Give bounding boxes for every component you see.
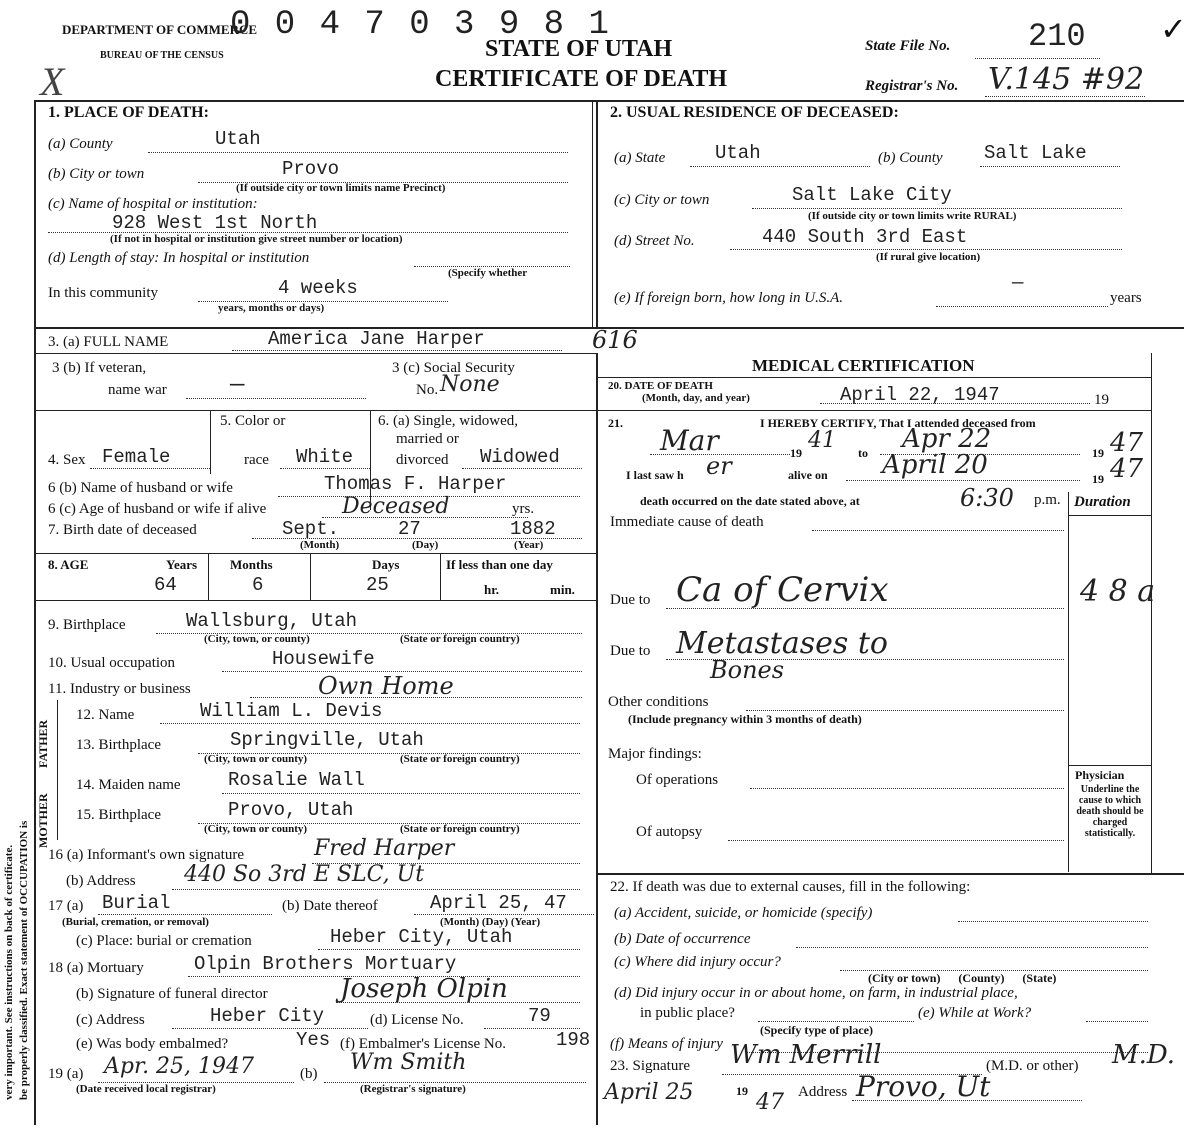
foreign-years: years [1110, 290, 1142, 306]
city-value: Provo [282, 158, 340, 180]
side-text-2: be properly classified. Exact statement of OCCUPATION is [18, 820, 30, 1100]
attended-from: Mar [660, 424, 719, 457]
burial-place-label: (c) Place: burial or cremation [76, 933, 252, 949]
community-note: years, months or days) [218, 302, 325, 314]
age-label: 8. AGE [48, 557, 89, 572]
marital-label-2: married or [396, 431, 459, 447]
res-street-note: (If rural give location) [876, 251, 981, 263]
hospital-note: (If not in hospital or institution give street number or location) [110, 233, 403, 245]
veteran-value: — [230, 372, 245, 399]
bureau: BUREAU OF THE CENSUS [100, 50, 224, 61]
registrar-no: V.145 #92 [988, 62, 1145, 97]
mortuary-address: Heber City [210, 1005, 325, 1027]
min-label: min. [550, 582, 575, 597]
nineteen-4: 19 [736, 1084, 748, 1098]
received-date: Apr. 25, 1947 [104, 1054, 255, 1079]
physician-signature: Wm Merrill [730, 1040, 882, 1070]
dod-suffix: 19 [1094, 392, 1109, 408]
autopsy-label: Of autopsy [636, 824, 703, 840]
duration-label: Duration [1074, 494, 1131, 510]
res-city-value: Salt Lake City [792, 184, 952, 206]
signature-date: April 25 [604, 1080, 694, 1105]
due-to-2b: Bones [710, 656, 785, 684]
res-city-note: (If outside city or town limits write RURAL) [808, 210, 1017, 222]
full-name-label: 3. (a) FULL NAME [48, 334, 169, 350]
less-label: If less than one day [446, 557, 553, 572]
industry-value: Own Home [318, 672, 454, 700]
registrar-label: Registrar's No. [865, 78, 959, 94]
work-label: (e) While at Work? [918, 1005, 1032, 1021]
mortuary-value: Olpin Brothers Mortuary [194, 953, 457, 975]
community-label: In this community [48, 285, 158, 301]
mother-bp-note-1: (City, town or county) [204, 823, 308, 835]
color-label: 5. Color or [220, 413, 286, 429]
husband-age-value: Deceased [342, 494, 450, 519]
birth-day: 27 [398, 518, 421, 540]
marital-value: Widowed [480, 446, 560, 468]
certificate-title: CERTIFICATE OF DEATH [435, 66, 728, 92]
full-name-value: America Jane Harper [268, 328, 485, 350]
mother-birthplace: Provo, Utah [228, 799, 354, 821]
marital-label: 6. (a) Single, widowed, [378, 413, 518, 429]
last-saw-date: April 20 [882, 450, 988, 480]
occurrence-label: (b) Date of occurrence [614, 931, 751, 947]
hospital-label: (c) Name of hospital or institution: [48, 196, 258, 212]
license-label: (d) License No. [370, 1012, 464, 1028]
husband-age-label: 6 (c) Age of husband or wife if alive [48, 501, 267, 517]
birth-year: 1882 [510, 518, 556, 540]
res-county-value: Salt Lake [984, 142, 1087, 164]
maiden-label: 14. Maiden name [76, 777, 181, 793]
res-state-value: Utah [715, 142, 761, 164]
serial-number: 0 0 4 7 0 3 9 8 1 [230, 6, 611, 44]
mother-maiden: Rosalie Wall [228, 769, 365, 791]
last-saw-suffix: er [706, 452, 732, 480]
birthplace-value: Wallsburg, Utah [186, 610, 358, 632]
informant-signature: Fred Harper [314, 836, 455, 861]
marital-label-3: divorced [396, 452, 449, 468]
name-mark: 616 [592, 326, 638, 354]
dod-value: April 22, 1947 [840, 384, 1000, 406]
res-street-value: 440 South 3rd East [762, 226, 968, 248]
attended-from-yr: 41 [808, 428, 836, 453]
stay-label: (d) Length of stay: In hospital or institution [48, 250, 310, 266]
death-time: 6:30 [960, 484, 1014, 512]
major-findings-label: Major findings: [608, 746, 702, 762]
embalmer-label: (f) Embalmer's License No. [340, 1036, 506, 1052]
hr-label: hr. [484, 582, 500, 597]
mortuary-label: 18 (a) Mortuary [48, 960, 144, 976]
attended-to-yr: 47 [1110, 428, 1144, 458]
signature-yr: 47 [756, 1090, 784, 1115]
bp-note-2: (State or foreign country) [400, 633, 520, 645]
mdy-note: (Month) (Day) (Year) [440, 916, 541, 928]
burial-label: 17 (a) [48, 898, 84, 914]
physician-address: Provo, Ut [856, 1070, 991, 1103]
corner-mark: X [40, 59, 65, 104]
duration-1: 4 8 a [1080, 574, 1156, 609]
dod-label: 20. DATE OF DEATH [608, 380, 713, 392]
registrar-sig-label: (b) [300, 1066, 318, 1082]
to-label: to [858, 446, 868, 460]
director-label: (b) Signature of funeral director [76, 986, 268, 1002]
burial-value: Burial [102, 892, 171, 914]
external-causes-label: 22. If death was due to external causes, fill in the following: [610, 879, 971, 895]
res-county-label: (b) County [878, 150, 943, 166]
physician-note: Underline the cause to which death should be charged statistically. [1076, 784, 1144, 839]
accident-label: (a) Accident, suicide, or homicide (specify) [614, 905, 873, 921]
address-label: Address [798, 1084, 848, 1100]
bp-note-1: (City, town, or county) [204, 633, 310, 645]
place-of-death-title: 1. PLACE OF DEATH: [48, 104, 209, 121]
industry-label: 11. Industry or business [48, 681, 191, 697]
sex-label: 4. Sex [48, 452, 86, 468]
embalmer-license: 198 [556, 1029, 591, 1051]
immediate-label: Immediate cause of death [610, 514, 764, 530]
day-label: (Day) [412, 539, 439, 551]
city-label: (b) City or town [48, 166, 145, 182]
last-saw-yr: 47 [1110, 454, 1144, 484]
city-note: (If outside city or town limits name Precinct) [236, 182, 446, 194]
father-name: William L. Devis [200, 700, 383, 722]
specify-note: (Specify whether [448, 267, 528, 279]
informant-address: 440 So 3rd E SLC, Ut [184, 862, 425, 887]
physician-title: Physician [1075, 768, 1125, 782]
residence-title: 2. USUAL RESIDENCE OF DECEASED: [610, 104, 899, 121]
operations-label: Of operations [636, 772, 719, 788]
other-note: (Include pregnancy within 3 months of death) [628, 712, 862, 726]
public-label: in public place? [640, 1005, 735, 1021]
burial-place: Heber City, Utah [330, 926, 513, 948]
date-thereof-label: (b) Date thereof [282, 898, 378, 914]
informant-label: 16 (a) Informant's own signature [48, 847, 244, 863]
state-file-no: 210 [1028, 18, 1086, 55]
community-value: 4 weeks [278, 277, 358, 299]
due-to-1: Ca of Cervix [676, 570, 889, 610]
received-note: (Date received local registrar) [76, 1083, 216, 1095]
sex-value: Female [102, 446, 171, 468]
husband-label: 6 (b) Name of husband or wife [48, 480, 233, 496]
veteran-label-2: name war [108, 382, 167, 398]
side-text-1: very important. See instructions on back of certificate. [3, 844, 15, 1100]
mother-label: MOTHER [36, 793, 50, 848]
state-file-label: State File No. [865, 38, 951, 54]
birth-label: 7. Birth date of deceased [48, 522, 197, 538]
attended-to: Apr 22 [902, 424, 992, 454]
medical-title: MEDICAL CERTIFICATION [752, 356, 975, 375]
md-label: (M.D. or other) [986, 1058, 1079, 1074]
occupation-label: 10. Usual occupation [48, 655, 176, 671]
mother-birthplace-label: 15. Birthplace [76, 807, 161, 823]
due-to-2: Metastases to [676, 626, 888, 661]
father-bp-note-2: (State or foreign country) [400, 753, 520, 765]
months-label: Months [230, 557, 273, 572]
foreign-value: — [1012, 272, 1024, 294]
year-label: (Year) [514, 539, 544, 551]
res-city-label: (c) City or town [614, 192, 710, 208]
where-label: (c) Where did injury occur? [614, 954, 781, 970]
nineteen-2: 19 [1092, 446, 1104, 460]
age-years: 64 [154, 574, 177, 596]
mortuary-address-label: (c) Address [76, 1012, 145, 1028]
alive-on-label: alive on [788, 468, 828, 482]
due-to-1-label: Due to [610, 592, 651, 608]
father-bp-note-1: (City, town or county) [204, 753, 308, 765]
county-label: (a) County [48, 136, 113, 152]
informant-address-label: (b) Address [66, 873, 136, 889]
mother-bp-note-2: (State or foreign country) [400, 823, 520, 835]
month-label: (Month) [300, 539, 340, 551]
years-label: Years [166, 557, 198, 572]
hospital-value: 928 West 1st North [112, 212, 318, 234]
state-title: STATE OF UTAH [485, 36, 673, 62]
embalmed-label: (e) Was body embalmed? [76, 1036, 229, 1052]
ssn-label: 3 (c) Social Security [392, 360, 515, 376]
husband-value: Thomas F. Harper [324, 473, 507, 495]
days-label: Days [372, 557, 400, 572]
age-days: 25 [366, 574, 389, 596]
ssn-value: None [440, 372, 500, 397]
registrar-sig-note: (Registrar's signature) [360, 1083, 466, 1095]
due-to-2-label: Due to [610, 643, 651, 659]
occupation-value: Housewife [272, 648, 375, 670]
home-label: (d) Did injury occur in or about home, on farm, in industrial place, [614, 985, 1018, 1001]
embalmed-value: Yes [296, 1029, 331, 1051]
dod-note: (Month, day, and year) [642, 392, 750, 404]
yrs-label: yrs. [512, 501, 535, 517]
public-note: (Specify type of place) [760, 1023, 873, 1037]
means-label: (f) Means of injury [610, 1036, 723, 1052]
nineteen-1: 19 [790, 446, 802, 460]
md-value: M.D. [1112, 1040, 1176, 1070]
director-signature: Joseph Olpin [340, 974, 508, 1004]
age-months: 6 [252, 574, 264, 596]
father-name-label: 12. Name [76, 707, 135, 723]
veteran-label: 3 (b) If veteran, [52, 360, 147, 376]
burial-note: (Burial, cremation, or removal) [62, 916, 209, 928]
registrar-signature: Wm Smith [350, 1050, 467, 1075]
birth-month: Sept. [282, 518, 340, 540]
nineteen-3: 19 [1092, 472, 1104, 486]
department: DEPARTMENT OF COMMERCE [62, 22, 258, 37]
county-value: Utah [215, 128, 261, 150]
certify-text: I HEREBY CERTIFY, That I attended deceased from [760, 416, 1036, 430]
burial-date: April 25, 47 [430, 892, 567, 914]
pm-label: p.m. [1034, 492, 1061, 508]
father-birthplace: Springville, Utah [230, 729, 424, 751]
race-label: race [244, 452, 269, 468]
ssn-label-2: No. [416, 382, 439, 398]
res-state-label: (a) State [614, 150, 666, 166]
where-note: (City or town) (County) (State) [868, 971, 1057, 985]
death-occurred-label: death occurred on the date stated above, at [640, 494, 860, 508]
father-birthplace-label: 13. Birthplace [76, 737, 161, 753]
last-saw-label: I last saw h [626, 468, 684, 482]
other-conditions-label: Other conditions [608, 694, 709, 710]
signature-label: 23. Signature [610, 1058, 690, 1074]
birthplace-label: 9. Birthplace [48, 617, 126, 633]
check-mark: ✓ [1160, 11, 1187, 47]
received-label: 19 (a) [48, 1066, 84, 1082]
cert-num: 21. [608, 416, 623, 430]
license-value: 79 [528, 1005, 551, 1027]
race-value: White [296, 446, 354, 468]
foreign-label: (e) If foreign born, how long in U.S.A. [614, 290, 844, 306]
father-label: FATHER [36, 719, 50, 768]
res-street-label: (d) Street No. [614, 233, 695, 249]
